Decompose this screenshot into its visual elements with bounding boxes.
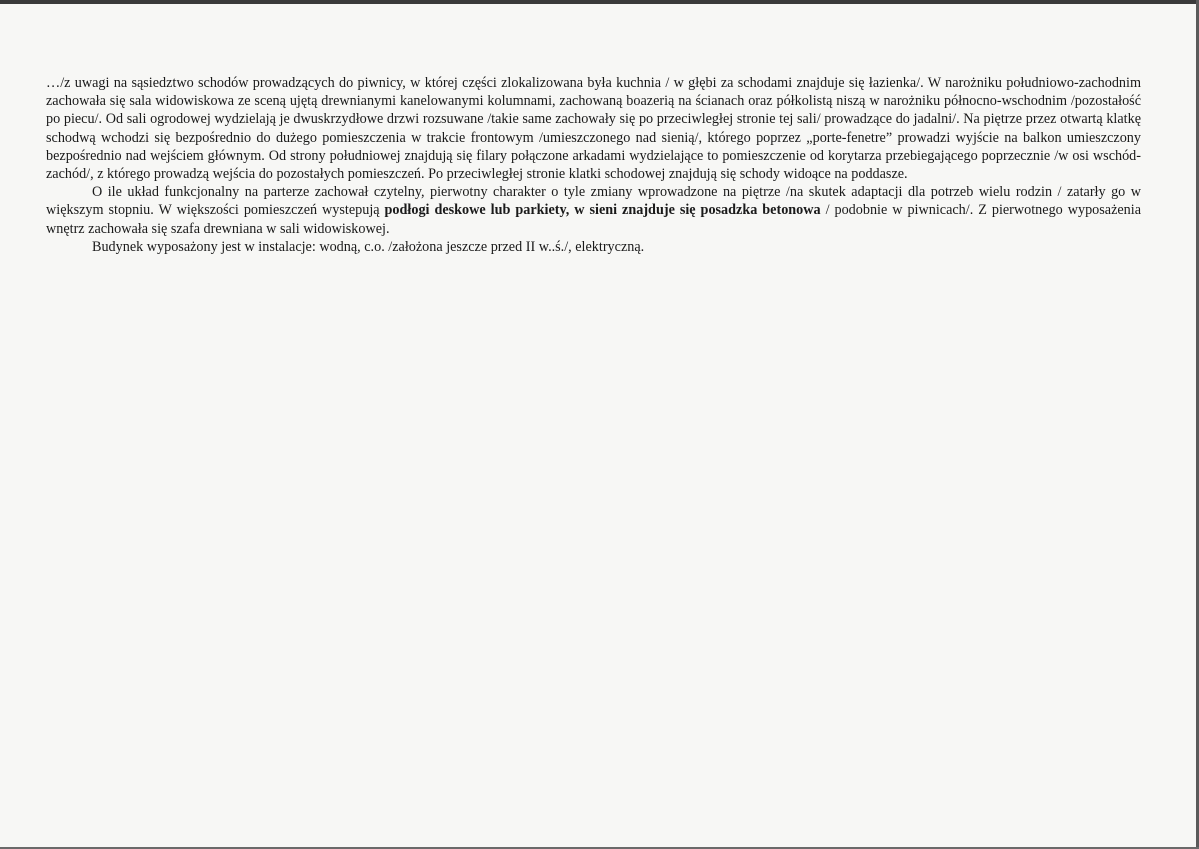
paragraph-2-bold-text: podłogi deskowe lub parkiety, w sieni znajduje się posadzka betonowa [384, 202, 821, 219]
paragraph-1 [46, 74, 1141, 183]
paragraph-2-text-start: O ile układ funkcjonalny na parterze zachował czytelny, pierwotny charakter o tyle zmiany wprowadzone na piętrze /na skutek adaptacji dla potrzeb wielu rodzin / zatarły go w większym stopniu. W większości pomieszczeń wystepują [46, 184, 1141, 219]
scan-edge-top [0, 0, 1199, 4]
document-body [46, 74, 1141, 256]
paragraph-3-text: Budynek wyposażony jest w instalacje: wodną, c.o. /założona jeszcze przed II w..ś./, elektryczną. [92, 238, 645, 255]
paragraph-2 [46, 183, 1141, 238]
paragraph-2-text-end: / podobnie w piwnicach/. Z pierwotnego wyposażenia wnętrz zachowała się szafa drewniana w sali widowiskowej. [46, 202, 1141, 237]
paragraph-1-text: …/z uwagi na sąsiedztwo schodów prowadzących do piwnicy, w której części zlokalizowana była kuchnia / w głębi za schodami znajduje się łazienka/. W narożniku południowo-zachodnim zachowała się sala widowiskowa ze sceną ujętą drewnianymi kanelowanymi kolumnami, zachowaną boazerią na ścianach oraz półkolistą niszą w narożniku północno-wschodnim /pozostałość po piecu/. Od sali ogrodowej wydzielają je dwuskrzydłowe drzwi rozsuwane /takie same zachowały się po przeciwległej stronie tej sali/ prowadzące do jadalni/. Na piętrze przez otwartą klatkę schodwą wchodzi się bezpośrednio do dużego pomieszczenia w trakcie frontowym /umieszczonego nad sienią/, którego poprzez „porte-fenetre” prowadzi wyjście na balkon umieszczony bezpośrednio nad wejściem głównym. Od strony południowej znajdują się filary połączone arkadami wydzielające to pomieszczenie od korytarza przebiegającego poprzecznie /w osi wschód-zachód/, z którego prowadzą wejścia do pozostałych pomieszczeń. Po przeciwległej stronie klatki schodowej znajdują się schody widoące na poddasze. [46, 75, 1141, 183]
paragraph-3 [46, 238, 1141, 256]
